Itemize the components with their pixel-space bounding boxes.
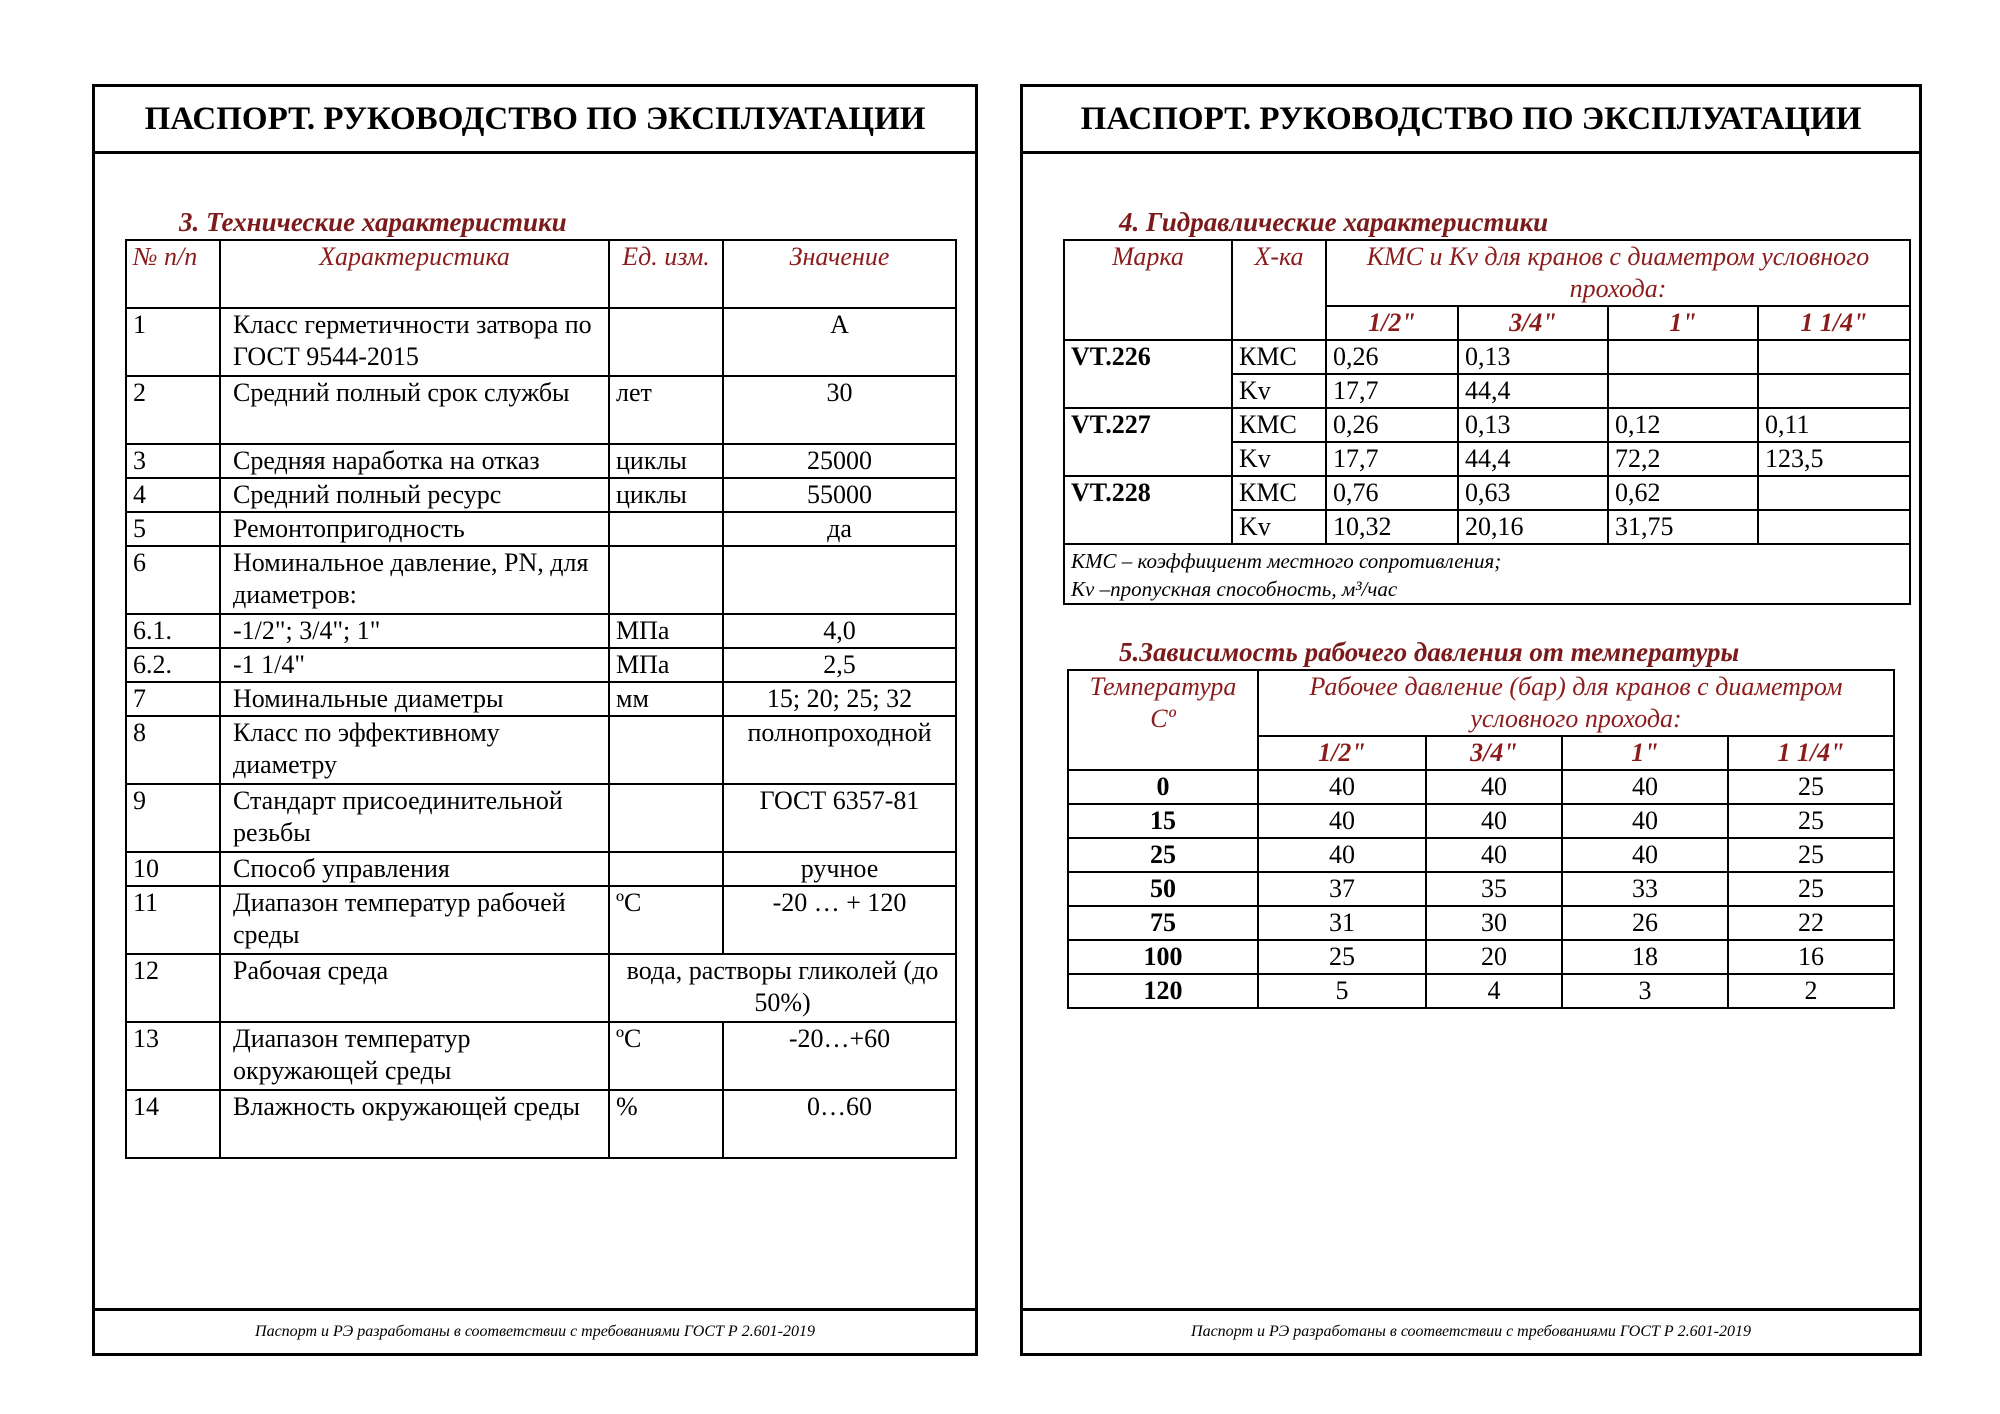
table-row [126, 512, 956, 546]
tech-header-unit: Ед. изм. [609, 240, 723, 308]
row-value [723, 546, 956, 614]
row-value: вода, растворы гликолей (до 50%) [609, 954, 956, 1022]
tech-header-value: Значение [723, 240, 956, 308]
cell: 31 [1258, 906, 1426, 940]
row-unit: ºС [609, 886, 723, 954]
page-title: ПАСПОРТ. РУКОВОДСТВО ПО ЭКСПЛУАТАЦИИ [95, 87, 975, 154]
pressure-header-group: Рабочее давление (бар) для кранов с диаметром условного прохода: [1258, 670, 1894, 736]
tech-table [125, 239, 957, 1159]
cell: 44,4 [1458, 442, 1608, 476]
row-unit [609, 512, 723, 546]
cell [1758, 374, 1910, 408]
cell: 40 [1258, 804, 1426, 838]
cell: 25 [1728, 838, 1894, 872]
cell: 0,11 [1758, 408, 1910, 442]
table-row [126, 954, 956, 1022]
row-value: 25000 [723, 444, 956, 478]
table-row [126, 784, 956, 852]
hydro-header-brand: Марка [1064, 240, 1232, 340]
tech-header-num: № п/п [126, 240, 220, 308]
table-row [126, 648, 956, 682]
cell: 25 [1728, 770, 1894, 804]
temp-cell: 75 [1068, 906, 1258, 940]
table-row [126, 886, 956, 954]
model-name: VT.227 [1064, 408, 1232, 476]
row-value: 30 [723, 376, 956, 444]
cell [1758, 340, 1910, 374]
cell: 123,5 [1758, 442, 1910, 476]
cell: 40 [1562, 804, 1728, 838]
cell: 0,26 [1326, 408, 1458, 442]
hydro-size-header: 3/4" [1458, 306, 1608, 340]
cell: 0,62 [1608, 476, 1758, 510]
hydro-header-char: Х-ка [1232, 240, 1326, 340]
pressure-size-header: 1/2" [1258, 736, 1426, 770]
pressure-size-header: 1" [1562, 736, 1728, 770]
cell: 4 [1426, 974, 1562, 1008]
table-row [126, 614, 956, 648]
row-char: Стандарт присоединительной резьбы [220, 784, 609, 852]
table-row [126, 308, 956, 376]
row-value: 55000 [723, 478, 956, 512]
cell: 2 [1728, 974, 1894, 1008]
row-num: 10 [126, 852, 220, 886]
row-char: Средний полный ресурс [220, 478, 609, 512]
table-row [1068, 804, 1894, 838]
note-kms: КМС – коэффициент местного сопротивления; [1071, 549, 1502, 573]
cell: 40 [1258, 838, 1426, 872]
cell: 31,75 [1608, 510, 1758, 544]
table-row [126, 478, 956, 512]
row-label: КМС [1232, 340, 1326, 374]
table-row [126, 444, 956, 478]
row-num: 5 [126, 512, 220, 546]
cell: 18 [1562, 940, 1728, 974]
cell: 44,4 [1458, 374, 1608, 408]
cell: 0,13 [1458, 408, 1608, 442]
cell: 20,16 [1458, 510, 1608, 544]
model-name: VT.226 [1064, 340, 1232, 408]
table-row [1068, 770, 1894, 804]
hydro-header-group: КМС и Kv для кранов с диаметром условного прохода: [1326, 240, 1910, 306]
row-value: А [723, 308, 956, 376]
row-label: КМС [1232, 408, 1326, 442]
page-title: ПАСПОРТ. РУКОВОДСТВО ПО ЭКСПЛУАТАЦИИ [1023, 87, 1919, 154]
table-row [126, 716, 956, 784]
pressure-section-title: 5.Зависимость рабочего давления от температуры [1119, 637, 1740, 667]
temp-cell: 120 [1068, 974, 1258, 1008]
cell: 30 [1426, 906, 1562, 940]
cell [1758, 510, 1910, 544]
cell: 10,32 [1326, 510, 1458, 544]
temp-cell: 50 [1068, 872, 1258, 906]
row-char: Номинальные диаметры [220, 682, 609, 716]
row-char: Номинальное давление, PN, для диаметров: [220, 546, 609, 614]
row-value: ручное [723, 852, 956, 886]
right-page [1020, 84, 1922, 1356]
table-row [126, 546, 956, 614]
model-name: VT.228 [1064, 476, 1232, 544]
row-char: -1 1/4" [220, 648, 609, 682]
row-unit: % [609, 1090, 723, 1158]
row-char: Рабочая среда [220, 954, 609, 1022]
table-row [1068, 906, 1894, 940]
row-unit: ºС [609, 1022, 723, 1090]
row-char: Диапазон температур рабочей среды [220, 886, 609, 954]
cell: 40 [1426, 838, 1562, 872]
row-num: 3 [126, 444, 220, 478]
temp-cell: 25 [1068, 838, 1258, 872]
row-char: Влажность окружающей среды [220, 1090, 609, 1158]
table-row [1068, 940, 1894, 974]
table-row [1064, 476, 1910, 510]
row-unit [609, 784, 723, 852]
temp-cell: 15 [1068, 804, 1258, 838]
row-unit: МПа [609, 614, 723, 648]
cell: 0,12 [1608, 408, 1758, 442]
pressure-size-header: 1 1/4" [1728, 736, 1894, 770]
cell: 33 [1562, 872, 1728, 906]
row-char: Средняя наработка на отказ [220, 444, 609, 478]
row-unit: мм [609, 682, 723, 716]
cell: 40 [1426, 770, 1562, 804]
notes-row [1064, 544, 1910, 604]
row-unit [609, 852, 723, 886]
page-footer: Паспорт и РЭ разработаны в соответствии с требованиями ГОСТ Р 2.601-2019 [95, 1308, 975, 1353]
cell: 17,7 [1326, 374, 1458, 408]
row-num: 12 [126, 954, 220, 1022]
cell: 25 [1728, 872, 1894, 906]
cell: 72,2 [1608, 442, 1758, 476]
cell: 22 [1728, 906, 1894, 940]
row-char: Способ управления [220, 852, 609, 886]
row-num: 1 [126, 308, 220, 376]
row-char: Класс по эффективному диаметру [220, 716, 609, 784]
row-value: -20…+60 [723, 1022, 956, 1090]
cell: 35 [1426, 872, 1562, 906]
cell: 0,13 [1458, 340, 1608, 374]
row-label: Kv [1232, 510, 1326, 544]
row-value: -20 … + 120 [723, 886, 956, 954]
cell: 0,26 [1326, 340, 1458, 374]
row-value: 4,0 [723, 614, 956, 648]
cell [1608, 374, 1758, 408]
left-page [92, 84, 978, 1356]
pressure-size-header: 3/4" [1426, 736, 1562, 770]
cell: 0,63 [1458, 476, 1608, 510]
row-num: 2 [126, 376, 220, 444]
cell: 16 [1728, 940, 1894, 974]
row-num: 11 [126, 886, 220, 954]
cell: 17,7 [1326, 442, 1458, 476]
cell: 40 [1562, 838, 1728, 872]
table-row [1068, 872, 1894, 906]
pressure-table [1067, 669, 1895, 1009]
row-char: Класс герметичности затвора по ГОСТ 9544-2015 [220, 308, 609, 376]
hydro-size-header: 1" [1608, 306, 1758, 340]
cell [1758, 476, 1910, 510]
row-label: Kv [1232, 374, 1326, 408]
tech-section-title: 3. Технические характеристики [179, 207, 567, 237]
row-num: 13 [126, 1022, 220, 1090]
note-kv: Kv –пропускная способность, м³/час [1071, 577, 1398, 601]
hydro-size-header: 1 1/4" [1758, 306, 1910, 340]
table-row [1064, 408, 1910, 442]
cell: 40 [1562, 770, 1728, 804]
row-unit: циклы [609, 478, 723, 512]
table-row [1064, 340, 1910, 374]
row-unit: лет [609, 376, 723, 444]
row-value: ГОСТ 6357-81 [723, 784, 956, 852]
table-row [1068, 838, 1894, 872]
hydro-section-title: 4. Гидравлические характеристики [1119, 207, 1549, 237]
page-footer: Паспорт и РЭ разработаны в соответствии с требованиями ГОСТ Р 2.601-2019 [1023, 1308, 1919, 1353]
row-value: да [723, 512, 956, 546]
cell: 37 [1258, 872, 1426, 906]
cell: 40 [1426, 804, 1562, 838]
tech-header-char: Характеристика [220, 240, 609, 308]
row-char: Диапазон температур окружающей среды [220, 1022, 609, 1090]
row-unit [609, 716, 723, 784]
table-row [126, 682, 956, 716]
cell [1608, 340, 1758, 374]
table-row [1068, 974, 1894, 1008]
row-unit: МПа [609, 648, 723, 682]
row-num: 4 [126, 478, 220, 512]
pressure-header-temp: Температура Сº [1068, 670, 1258, 770]
row-num: 6 [126, 546, 220, 614]
cell: 20 [1426, 940, 1562, 974]
cell: 3 [1562, 974, 1728, 1008]
table-row [126, 376, 956, 444]
row-num: 6.1. [126, 614, 220, 648]
cell: 26 [1562, 906, 1728, 940]
row-char: -1/2"; 3/4"; 1" [220, 614, 609, 648]
row-char: Средний полный срок службы [220, 376, 609, 444]
cell: 25 [1728, 804, 1894, 838]
row-num: 6.2. [126, 648, 220, 682]
cell: 25 [1258, 940, 1426, 974]
temp-cell: 0 [1068, 770, 1258, 804]
row-num: 7 [126, 682, 220, 716]
row-value: 15; 20; 25; 32 [723, 682, 956, 716]
row-num: 8 [126, 716, 220, 784]
row-value: 2,5 [723, 648, 956, 682]
hydro-table [1063, 239, 1911, 605]
hydro-size-header: 1/2" [1326, 306, 1458, 340]
row-unit: циклы [609, 444, 723, 478]
row-unit [609, 308, 723, 376]
table-row [126, 852, 956, 886]
temp-cell: 100 [1068, 940, 1258, 974]
row-unit [609, 546, 723, 614]
row-num: 9 [126, 784, 220, 852]
cell: 40 [1258, 770, 1426, 804]
row-value: полнопроходной [723, 716, 956, 784]
table-row [126, 1022, 956, 1090]
row-label: КМС [1232, 476, 1326, 510]
row-num: 14 [126, 1090, 220, 1158]
row-value: 0…60 [723, 1090, 956, 1158]
cell: 5 [1258, 974, 1426, 1008]
table-row [126, 1090, 956, 1158]
row-label: Kv [1232, 442, 1326, 476]
cell: 0,76 [1326, 476, 1458, 510]
row-char: Ремонтопригодность [220, 512, 609, 546]
